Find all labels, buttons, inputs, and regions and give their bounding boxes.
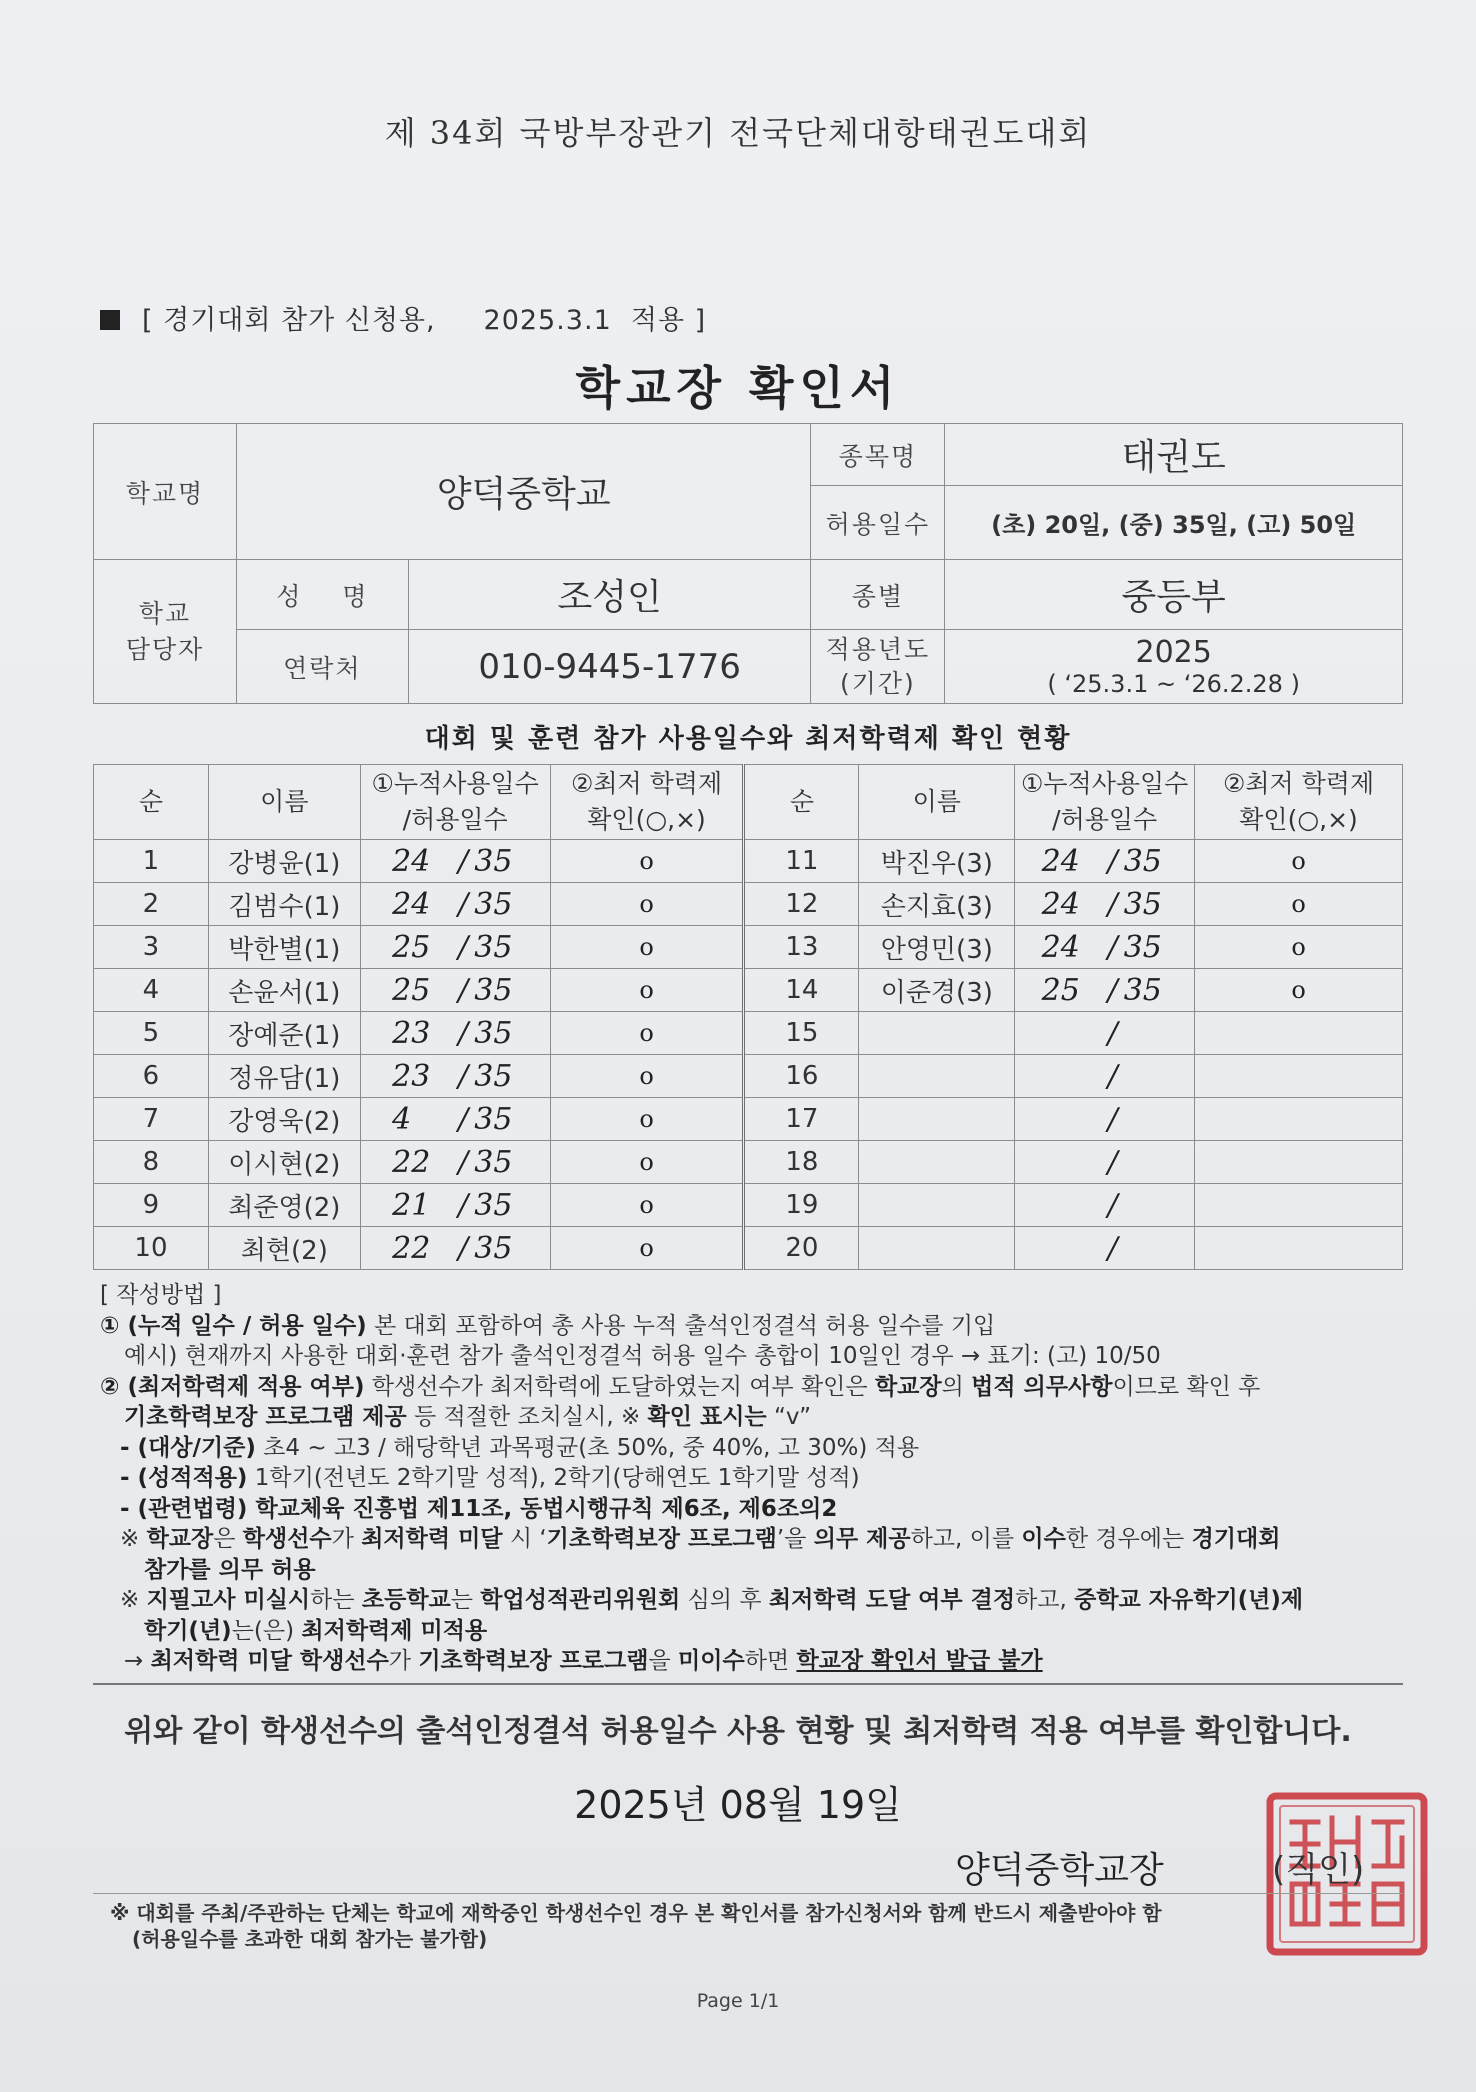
year-value: 2025 <box>1135 635 1212 670</box>
allowed-days: 35 <box>1123 886 1162 922</box>
year-label: 적용년도 (기간) <box>811 630 945 704</box>
form-note-text: [ 경기대회 참가 신청용, 2025.3.1 적용 ] <box>142 305 707 336</box>
student-name: 강영욱(2) <box>208 1098 360 1141</box>
student-name: 김범수(1) <box>208 883 360 926</box>
slash-separator: / <box>458 1144 469 1180</box>
method-text: 하고, 이를 <box>910 1526 1022 1552</box>
row-number: 17 <box>744 1098 859 1141</box>
method-line <box>100 1555 1420 1586</box>
method-line <box>100 1646 1420 1677</box>
col-check-left: ②최저 학력제 확인(○,×) <box>550 765 744 840</box>
min-academic-check <box>1195 1055 1403 1098</box>
slash-separator: / <box>1107 843 1118 879</box>
manager-label: 학교 담당자 <box>94 560 237 704</box>
used-days: 4 <box>392 1101 412 1137</box>
min-academic-check: o <box>550 1227 744 1270</box>
method-term: 확인 표시는 <box>647 1404 767 1430</box>
allowed-days: 35 <box>474 1015 513 1051</box>
method-line <box>100 1433 1420 1464</box>
col-days-right: ①누적사용일수 /허용일수 <box>1015 765 1195 840</box>
slash-separator: / <box>458 1015 469 1051</box>
min-academic-check <box>1195 1098 1403 1141</box>
row-number: 20 <box>744 1227 859 1270</box>
days-cell <box>360 969 550 1012</box>
min-academic-check: o <box>550 1012 744 1055</box>
contact-value: 010-9445-1776 <box>408 630 811 704</box>
row-number: 15 <box>744 1012 859 1055</box>
table-row <box>94 926 1403 969</box>
student-name: 안영민(3) <box>859 926 1015 969</box>
days-cell <box>360 840 550 883</box>
min-academic-check: o <box>550 840 744 883</box>
method-text: 한 경우에는 <box>1065 1526 1192 1552</box>
used-days: 24 <box>1041 843 1080 879</box>
year-cell <box>945 630 1403 704</box>
col-name-left: 이름 <box>208 765 360 840</box>
col-no-right: 순 <box>744 765 859 840</box>
method-term: 학기(년) <box>144 1617 232 1644</box>
used-days: 24 <box>1041 886 1080 922</box>
method-term: - (관련법령) 학교체육 진흥법 제11조, 동법시행규칙 제6조, 제6조의2 <box>120 1495 838 1522</box>
method-line <box>100 1524 1420 1555</box>
days-cell <box>1015 1184 1195 1227</box>
row-number: 2 <box>94 883 209 926</box>
method-term: 기초학력보장 프로그램 <box>418 1648 649 1674</box>
col-name-right: 이름 <box>859 765 1015 840</box>
col-days-left: ①누적사용일수 /허용일수 <box>360 765 550 840</box>
method-text: 하고, <box>1015 1587 1075 1613</box>
confirmation-statement: 위와 같이 학생선수의 출석인정결석 허용일수 사용 현황 및 최저학력 적용 여부를 확인합니다. <box>124 1714 1352 1749</box>
school-label: 학교명 <box>94 424 237 560</box>
student-name <box>859 1227 1015 1270</box>
method-term: 중학교 자유학기(년)제 <box>1074 1587 1304 1613</box>
min-academic-check <box>1195 1184 1403 1227</box>
days-cell <box>360 883 550 926</box>
slash-separator: / <box>458 1230 469 1266</box>
slash-separator: / <box>1107 886 1118 922</box>
method-term: 경기대회 <box>1191 1526 1281 1552</box>
student-name: 최준영(2) <box>208 1184 360 1227</box>
row-number: 6 <box>94 1055 209 1098</box>
footnote <box>110 1900 1420 1952</box>
name-label: 성 명 <box>236 560 408 630</box>
footnote-line: (허용일수를 초과한 대회 참가는 불가함) <box>132 1927 488 1951</box>
allowed-days: 35 <box>474 1230 513 1266</box>
student-name <box>859 1141 1015 1184</box>
allowed-days: 35 <box>1123 843 1162 879</box>
method-text: 이므로 확인 후 <box>1112 1373 1261 1400</box>
min-academic-check: o <box>550 1184 744 1227</box>
division-value: 중등부 <box>945 560 1403 630</box>
method-term: 의무 제공 <box>813 1526 911 1552</box>
student-name <box>859 1098 1015 1141</box>
used-days: 21 <box>392 1187 431 1223</box>
min-academic-check: o <box>550 883 744 926</box>
method-line <box>100 1372 1420 1403</box>
days-cell <box>1015 1227 1195 1270</box>
days-cell <box>1015 1141 1195 1184</box>
slash-separator: / <box>1107 929 1118 965</box>
method-term: 초등학교 <box>361 1587 451 1613</box>
days-cell <box>360 1012 550 1055</box>
method-term: - (대상/기준) <box>120 1434 256 1461</box>
method-text: 하면 <box>744 1648 797 1674</box>
student-name: 장예준(1) <box>208 1012 360 1055</box>
used-days: 25 <box>1041 972 1080 1008</box>
allowed-days-value: (초) 20일, (중) 35일, (고) 50일 <box>945 486 1403 560</box>
slash-separator: / <box>458 929 469 965</box>
student-name: 박한별(1) <box>208 926 360 969</box>
min-academic-check: o <box>1195 926 1403 969</box>
min-academic-check: o <box>1195 883 1403 926</box>
method-text: 심의 후 <box>680 1587 769 1613</box>
event-title: 제 34회 국방부장관기 전국단체대항태권도대회 <box>384 114 1092 152</box>
student-name <box>859 1012 1015 1055</box>
used-days: 22 <box>392 1144 431 1180</box>
contact-label: 연락처 <box>236 630 408 704</box>
document-title: 학교장 확인서 <box>575 361 901 415</box>
days-cell <box>1015 1055 1195 1098</box>
method-term: 법적 의무사항 <box>971 1373 1113 1400</box>
method-text: 등 적절한 조치실시, ※ <box>406 1404 648 1430</box>
used-days: 24 <box>392 843 431 879</box>
page-number: Page 1/1 <box>696 1990 780 2012</box>
used-days: 23 <box>392 1058 431 1094</box>
days-cell <box>360 1184 550 1227</box>
method-term: 최저학력제 미적용 <box>301 1617 488 1644</box>
row-number: 1 <box>94 840 209 883</box>
allowed-days-label: 허용일수 <box>811 486 945 560</box>
method-text: 은 <box>213 1526 243 1552</box>
footnote-divider <box>93 1893 1403 1894</box>
slash-separator: / <box>1107 1058 1118 1094</box>
days-cell <box>360 1098 550 1141</box>
method-text: 가 <box>388 1648 419 1674</box>
slash-separator: / <box>1107 972 1118 1008</box>
slash-separator: / <box>458 972 469 1008</box>
student-name: 강병윤(1) <box>208 840 360 883</box>
method-text: 초4 ~ 고3 / 해당학년 과목평균(초 50%, 중 40%, 고 30%) 적용 <box>255 1434 920 1461</box>
slash-separator: / <box>1107 1144 1118 1180</box>
min-academic-check: o <box>550 1055 744 1098</box>
method-line <box>100 1616 1420 1647</box>
min-academic-check: o <box>1195 969 1403 1012</box>
allowed-days: 35 <box>474 1101 513 1137</box>
method-term: 학업성적관리위원회 <box>480 1587 681 1613</box>
seal-label: (직인) <box>1272 1850 1365 1890</box>
method-text: → <box>124 1648 151 1674</box>
method-term: 최저학력 미달 <box>361 1526 503 1552</box>
method-term: 기초학력보장 프로그램 <box>546 1526 777 1552</box>
method-text: 가 <box>331 1526 362 1552</box>
method-text: “v” <box>766 1404 811 1430</box>
method-line <box>100 1463 1420 1494</box>
days-cell <box>360 926 550 969</box>
method-text: ※ <box>120 1526 147 1552</box>
student-name: 최현(2) <box>208 1227 360 1270</box>
used-days: 22 <box>392 1230 431 1266</box>
method-text: 을 <box>648 1648 679 1674</box>
principal-name: 양덕중학교장 <box>955 1850 1164 1891</box>
min-academic-check: o <box>550 1141 744 1184</box>
square-bullet-icon <box>100 310 120 330</box>
table-row <box>94 1184 1403 1227</box>
min-academic-check: o <box>550 1098 744 1141</box>
slash-separator: / <box>458 843 469 879</box>
slash-separator: / <box>1107 1230 1118 1266</box>
min-academic-check <box>1195 1141 1403 1184</box>
col-check-right: ②최저 학력제 확인(○,×) <box>1195 765 1403 840</box>
min-academic-check: o <box>550 926 744 969</box>
method-term: 학교장 <box>874 1373 942 1400</box>
method-term: ② (최저학력제 적용 여부) <box>100 1373 365 1400</box>
table-row <box>94 883 1403 926</box>
row-number: 14 <box>744 969 859 1012</box>
row-number: 8 <box>94 1141 209 1184</box>
method-line <box>100 1311 1420 1342</box>
method-term: 참가를 의무 허용 <box>144 1556 316 1583</box>
method-term: 학교장 확인서 발급 불가 <box>796 1648 1043 1674</box>
allowed-days: 35 <box>474 972 513 1008</box>
days-cell <box>360 1141 550 1184</box>
method-text: 1학기(전년도 2학기말 성적), 2학기(당해연도 1학기말 성적) <box>247 1465 860 1491</box>
days-cell <box>360 1227 550 1270</box>
table-row <box>94 1098 1403 1141</box>
writing-method <box>100 1280 1420 1677</box>
slash-separator: / <box>1107 1101 1118 1137</box>
student-name: 손지효(3) <box>859 883 1015 926</box>
year-period: ( ‘25.3.1 ~ ‘26.2.28 ) <box>1047 670 1300 698</box>
method-term: 최저학력 도달 여부 결정 <box>768 1587 1016 1613</box>
method-term: - (성적적용) <box>120 1465 248 1491</box>
method-term: 학교장 <box>146 1526 214 1552</box>
row-number: 7 <box>94 1098 209 1141</box>
table-row <box>94 1012 1403 1055</box>
table-row <box>94 1055 1403 1098</box>
student-name: 손윤서(1) <box>208 969 360 1012</box>
col-no-left: 순 <box>94 765 209 840</box>
min-academic-check <box>1195 1012 1403 1055</box>
row-number: 3 <box>94 926 209 969</box>
method-text: ’을 <box>776 1526 814 1552</box>
row-number: 11 <box>744 840 859 883</box>
footnote-line: ※ 대회를 주최/주관하는 단체는 학교에 재학중인 학생선수인 경우 본 확인서를 참가신청서와 함께 반드시 제출받아야 함 <box>110 1901 1162 1925</box>
manager-name-value: 조성인 <box>408 560 811 630</box>
days-cell <box>1015 926 1195 969</box>
min-academic-check: o <box>550 969 744 1012</box>
slash-separator: / <box>458 886 469 922</box>
method-text: ※ <box>120 1587 147 1613</box>
division-label: 종별 <box>811 560 945 630</box>
allowed-days: 35 <box>474 1144 513 1180</box>
allowed-days: 35 <box>474 1187 513 1223</box>
used-days: 24 <box>392 886 431 922</box>
sport-value: 태권도 <box>945 424 1403 486</box>
confirmation-date: 2025년 08월 19일 <box>574 1783 902 1827</box>
form-note <box>100 298 706 337</box>
method-title: [ 작성방법 ] <box>100 1282 222 1308</box>
used-days: 23 <box>392 1015 431 1051</box>
row-number: 9 <box>94 1184 209 1227</box>
method-term: 미이수 <box>678 1648 745 1674</box>
row-number: 10 <box>94 1227 209 1270</box>
days-cell <box>1015 883 1195 926</box>
row-number: 13 <box>744 926 859 969</box>
student-name <box>859 1055 1015 1098</box>
info-table <box>93 423 1403 704</box>
row-number: 18 <box>744 1141 859 1184</box>
method-text: 시 ‘ <box>502 1526 547 1552</box>
method-text: 학생선수가 최저학력에 도달하였는지 여부 확인은 <box>364 1373 875 1400</box>
sport-label: 종목명 <box>811 424 945 486</box>
days-cell <box>360 1055 550 1098</box>
used-days: 25 <box>392 929 431 965</box>
min-academic-check <box>1195 1227 1403 1270</box>
method-term: ① (누적 일수 / 허용 일수) <box>100 1312 367 1339</box>
slash-separator: / <box>458 1058 469 1094</box>
student-name: 이준경(3) <box>859 969 1015 1012</box>
allowed-days: 35 <box>474 929 513 965</box>
participation-header-row <box>94 765 1403 840</box>
allowed-days: 35 <box>474 886 513 922</box>
days-cell <box>1015 1098 1195 1141</box>
row-number: 19 <box>744 1184 859 1227</box>
method-line <box>100 1494 1420 1525</box>
student-name <box>859 1184 1015 1227</box>
method-term: 최저학력 미달 학생선수 <box>150 1648 389 1674</box>
table-row <box>94 840 1403 883</box>
student-name: 이시현(2) <box>208 1141 360 1184</box>
method-text: 의 <box>941 1373 972 1400</box>
method-text: 본 대회 포함하여 총 사용 누적 출석인정결석 허용 일수를 기입 <box>366 1312 996 1339</box>
table-row <box>94 969 1403 1012</box>
allowed-days: 35 <box>474 843 513 879</box>
method-line <box>100 1585 1420 1616</box>
allowed-days: 35 <box>1123 972 1162 1008</box>
slash-separator: / <box>1107 1187 1118 1223</box>
days-cell <box>1015 969 1195 1012</box>
method-text: 는(은) <box>231 1617 302 1644</box>
table-row <box>94 1141 1403 1184</box>
min-academic-check: o <box>1195 840 1403 883</box>
student-name: 박진우(3) <box>859 840 1015 883</box>
days-cell <box>1015 1012 1195 1055</box>
student-name: 정유담(1) <box>208 1055 360 1098</box>
slash-separator: / <box>1107 1015 1118 1051</box>
slash-separator: / <box>458 1187 469 1223</box>
allowed-days: 35 <box>1123 929 1162 965</box>
school-value: 양덕중학교 <box>236 424 811 560</box>
slash-separator: / <box>458 1101 469 1137</box>
method-term: 지필고사 미실시 <box>146 1587 311 1613</box>
allowed-days: 35 <box>474 1058 513 1094</box>
divider-line <box>93 1683 1403 1685</box>
row-number: 16 <box>744 1055 859 1098</box>
participation-section-title: 대회 및 훈련 참가 사용일수와 최저학력제 확인 현황 <box>424 724 1072 754</box>
row-number: 5 <box>94 1012 209 1055</box>
method-text: 하는 <box>310 1587 362 1613</box>
method-term: 이수 <box>1021 1526 1066 1552</box>
row-number: 12 <box>744 883 859 926</box>
participation-body <box>94 840 1403 1270</box>
method-text: 는 <box>450 1587 481 1613</box>
row-number: 4 <box>94 969 209 1012</box>
method-line: 예시) 현재까지 사용한 대회·훈련 참가 출석인정결석 허용 일수 총합이 10일인 경우 → 표기: (고) 10/50 <box>124 1343 1161 1369</box>
participation-table <box>93 764 1403 1270</box>
method-term: 학생선수 <box>242 1526 332 1552</box>
used-days: 25 <box>392 972 431 1008</box>
method-line <box>100 1402 1420 1433</box>
used-days: 24 <box>1041 929 1080 965</box>
days-cell <box>1015 840 1195 883</box>
method-term: 기초학력보장 프로그램 제공 <box>124 1404 407 1430</box>
table-row <box>94 1227 1403 1270</box>
